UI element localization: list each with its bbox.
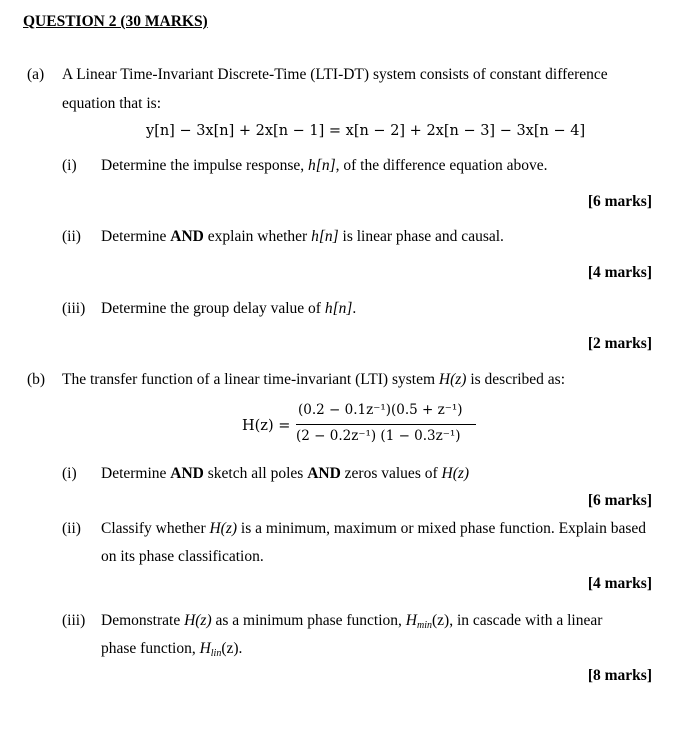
part-a-intro-line2: equation that is: bbox=[62, 95, 162, 112]
part-a-item-2-marks: [4 marks] bbox=[587, 264, 652, 281]
part-a-item-1-text: Determine the impulse response, h[n], of the difference equation above. bbox=[101, 157, 548, 174]
part-b-item-2-text-line2: on its phase classification. bbox=[101, 548, 264, 565]
part-b-item-1-number: (i) bbox=[62, 465, 77, 482]
transfer-function-denominator: (2 − 0.2z⁻¹) (1 − 0.3z⁻¹) bbox=[296, 428, 461, 444]
transfer-function-numerator: (0.2 − 0.1z⁻¹)(0.5 + z⁻¹) bbox=[298, 402, 463, 418]
part-b-item-1-marks: [6 marks] bbox=[587, 492, 652, 509]
part-b-item-2-text: Classify whether H(z) is a minimum, maximum or mixed phase function. Explain based bbox=[101, 520, 647, 537]
part-a-item-2-number: (ii) bbox=[62, 228, 81, 245]
h-lin-symbol: $H_{lin}(z)$ bbox=[199, 640, 239, 659]
part-a-item-3-marks: [2 marks] bbox=[587, 335, 652, 352]
part-b-intro: The transfer function of a linear time-invariant (LTI) system H(z) is described as: bbox=[62, 371, 566, 388]
transfer-function-lhs: H(z) = bbox=[242, 418, 291, 434]
question-heading: QUESTION 2 (30 MARKS) bbox=[23, 13, 208, 30]
part-a-item-1-marks: [6 marks] bbox=[587, 193, 652, 210]
part-a-item-3-text: Determine the group delay value of h[n]. bbox=[101, 300, 357, 317]
part-b-item-2-number: (ii) bbox=[62, 520, 81, 537]
part-a-label: (a) bbox=[27, 66, 45, 83]
part-b-item-1-text: Determine AND sketch all poles AND zeros values of H(z) bbox=[101, 465, 470, 482]
part-b-item-2-marks: [4 marks] bbox=[587, 575, 652, 592]
part-b-item-3-text-line2: phase function, $H_{lin}(z)$. bbox=[101, 640, 243, 659]
fraction-bar bbox=[296, 424, 476, 425]
part-b-item-3-marks: [8 marks] bbox=[587, 667, 652, 684]
part-a-item-2-text: Determine AND explain whether h[n] is linear phase and causal. bbox=[101, 228, 504, 245]
part-a-intro-line1: A Linear Time-Invariant Discrete-Time (LTI-DT) system consists of constant difference bbox=[62, 66, 608, 83]
part-b-label: (b) bbox=[27, 371, 46, 388]
part-a-item-1-number: (i) bbox=[62, 157, 77, 174]
difference-equation: y[n] − 3x[n] + 2x[n − 1] = x[n − 2] + 2x[n − 3] − 3x[n − 4] bbox=[146, 123, 586, 139]
part-b-item-3-text: Demonstrate H(z) as a minimum phase function, $H_{min}(z)$, in cascade with a linear bbox=[101, 612, 603, 631]
part-a-item-3-number: (iii) bbox=[62, 300, 86, 317]
part-b-item-3-number: (iii) bbox=[62, 612, 86, 629]
h-min-symbol: $H_{min}(z)$ bbox=[405, 612, 450, 631]
